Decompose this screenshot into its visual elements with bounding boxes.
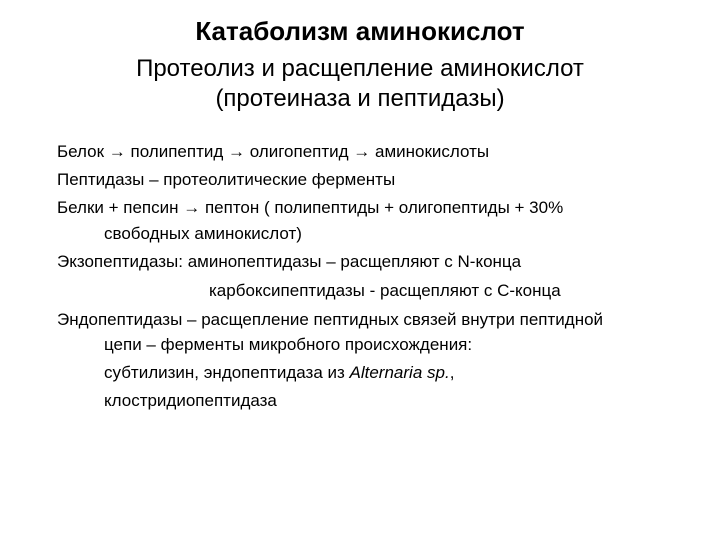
subtitle-line-2: (протеиназа и пептидазы)	[215, 85, 505, 112]
text-line-clostridiopeptidase: клостридиопептидаза	[104, 391, 277, 410]
text-line-pepsin: Белки + пепсин → пептон ( полипептиды + олигопептиды + 30%	[57, 198, 564, 217]
text-line-carboxypeptidases: карбоксипептидазы - расщепляют с С-конца	[209, 281, 561, 300]
slide-title: Катаболизм аминокислот	[195, 16, 525, 46]
text-line-peptidases: Пептидазы – протеолитические ферменты	[57, 170, 396, 189]
alternaria-species: Alternaria sp.	[349, 363, 450, 382]
text-line-protein-breakdown: Белок → полипептид → олигопептид → аминокислоты	[57, 142, 490, 161]
text-line-subtilisin	[104, 362, 720, 384]
slide-subtitle	[0, 54, 720, 114]
subtilisin-text: субтилизин, эндопептидаза из	[104, 363, 350, 382]
text-line-endopeptidases-continued: цепи – ферменты микробного происхождения:	[104, 335, 473, 354]
text-line-pepsin-continued: свободных аминокислот)	[104, 224, 302, 243]
text-line-endopeptidases: Эндопептидазы – расщепление пептидных связей внутри пептидной	[57, 310, 604, 329]
subtitle-line-1: Протеолиз и расщепление аминокислот	[136, 55, 584, 82]
subtilisin-comma: ,	[449, 363, 455, 382]
text-line-exopeptidases: Экзопептидазы: аминопептидазы – расщепляют с N-конца	[57, 252, 522, 271]
